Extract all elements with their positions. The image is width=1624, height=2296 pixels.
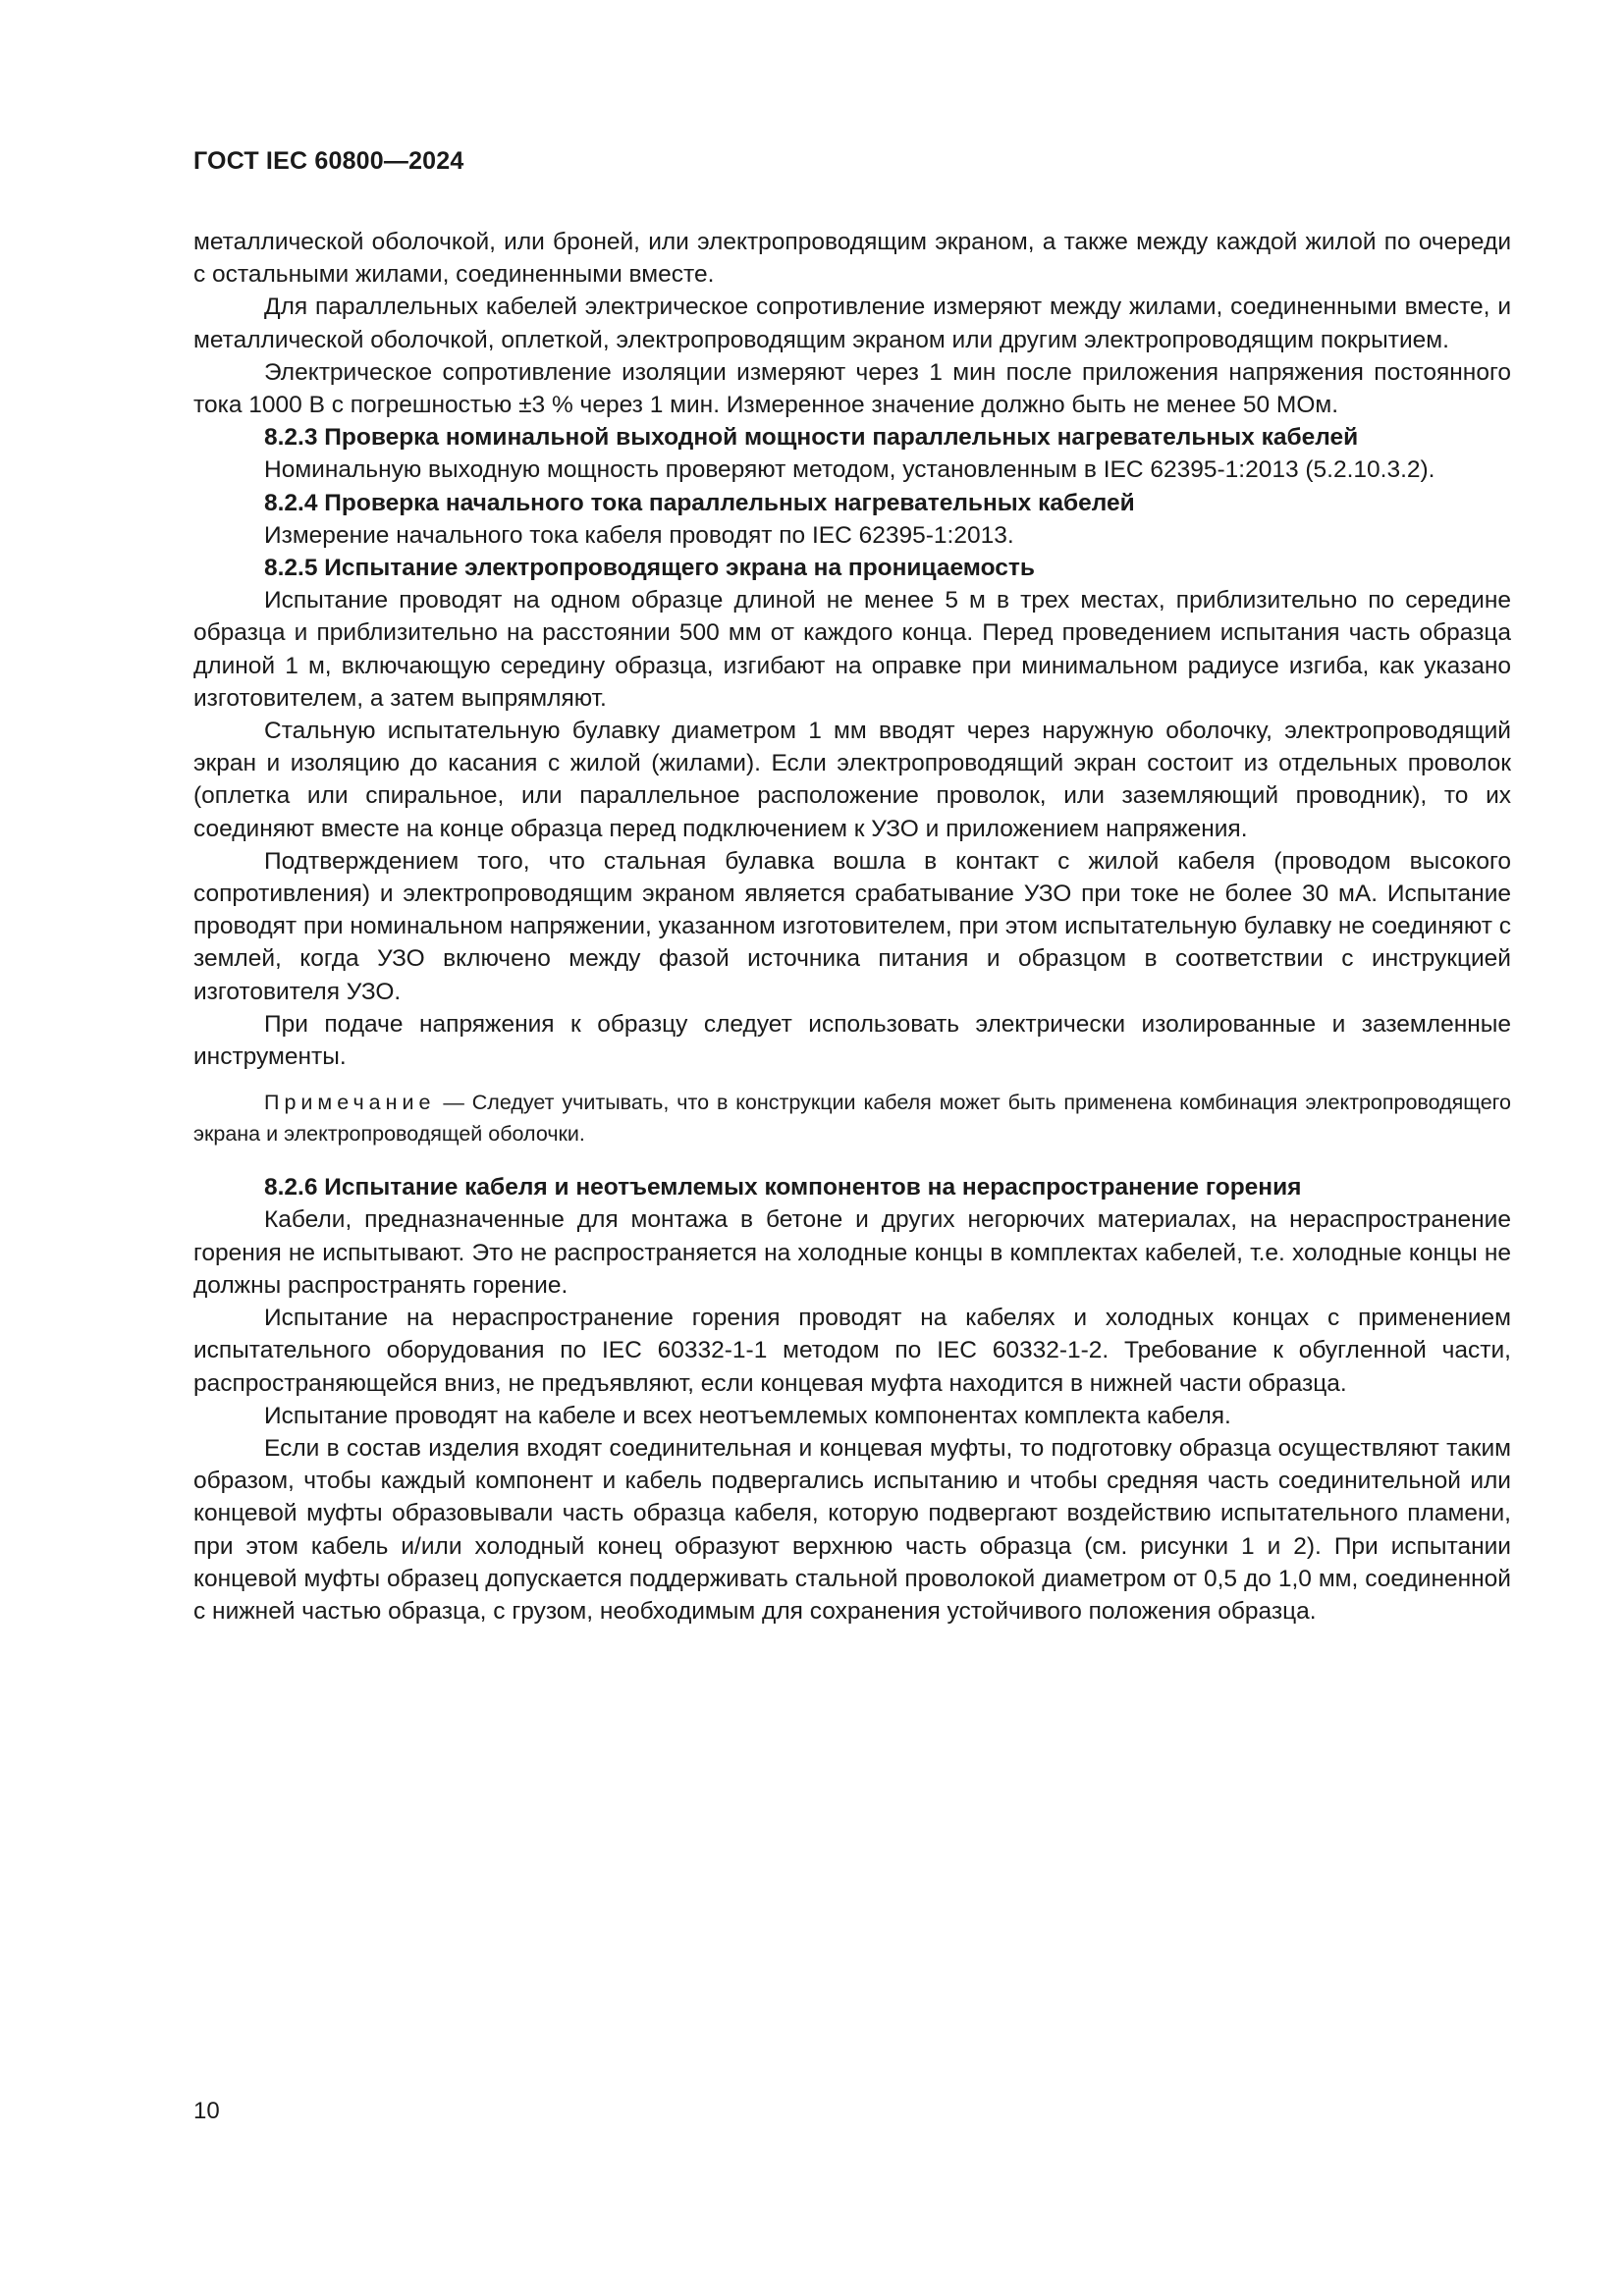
section-heading-8-2-5: 8.2.5 Испытание электропроводящего экрана на проницаемость [264,555,1035,582]
paragraph: Подтверждением того, что стальная булавка вошла в контакт с жилой кабеля (проводом высокого сопротивления) и электропроводящим экраном является срабатывание УЗО при токе не более 30 мА. Испытание проводят при номинальном напряжении, указанном изготовителем, при этом испытательную булавку не соединяют с землей, когда УЗО включено между фазой источника питания и образцом в соответствии с инструкцией изготовителя УЗО. [193,847,1511,1005]
paragraph: Испытание на нераспространение горения проводят на кабелях и холодных концах с применением испытательного оборудования по IEC 60332-1-1 методом по IEC 60332-1-2. Требование к обугленной части, распространяющейся вниз, не предъявляют, если концевая муфта находится в нижней части образца. [193,1305,1511,1397]
note-label: Примечание [264,1091,436,1115]
section-heading-8-2-3: 8.2.3 Проверка номинальной выходной мощности параллельных нагревательных кабелей [264,424,1359,452]
paragraph: Электрическое сопротивление изоляции измеряют через 1 мин после приложения напряжения постоянного тока 1000 В с погрешностью ±3 % через 1 мин. Измеренное значение должно быть не менее 50 МОм. [193,358,1511,419]
note [193,1087,1511,1149]
section-heading-8-2-4: 8.2.4 Проверка начального тока параллельных нагревательных кабелей [264,489,1135,516]
paragraph: Стальную испытательную булавку диаметром 1 мм вводят через наружную оболочку, электропроводящий экран и изоляцию до касания с жилой (жилами). Если электропроводящий экран состоит из отдельных проволок (оплетка или спиральное, или параллельное расположение проволок, или заземляющий проводник), то их соединяют вместе на конце образца перед подключением к УЗО и приложением напряжения. [193,718,1511,842]
section-heading-8-2-6: 8.2.6 Испытание кабеля и неотъемлемых компонентов на нераспространение горения [264,1174,1302,1201]
paragraph: Испытание проводят на кабеле и всех неотъемлемых компонентах комплекта кабеля. [264,1402,1231,1429]
standard-header: ГОСТ IEC 60800—2024 [193,147,464,175]
paragraph: Для параллельных кабелей электрическое сопротивление измеряют между жилами, соединенными вместе, и металлической оболочкой, оплеткой, электропроводящим экраном или другим электропроводящим покрытием. [193,294,1511,353]
page-number: 10 [193,2098,220,2124]
paragraph: Испытание проводят на одном образце длиной не менее 5 м в трех местах, приблизительно по середине образца и приблизительно на расстоянии 500 мм от каждого конца. Перед проведением испытания часть образца длиной 1 м, включающую середину образца, изгибают на оправке при минимальном радиусе изгиба, как указано изготовителем, а затем выпрямляют. [193,587,1511,712]
paragraph: Номинальную выходную мощность проверяют методом, установленным в IEC 62395-1:2013 (5.2.10.3.2). [264,456,1435,484]
paragraph: Измерение начального тока кабеля проводят по IEC 62395-1:2013. [264,521,1014,549]
document-body [193,226,1511,1628]
note-text: — Следует учитывать, что в конструкции кабеля может быть применена комбинация электропроводящего экрана и электропроводящей оболочки. [193,1091,1511,1147]
paragraph: При подаче напряжения к образцу следует использовать электрически изолированные и заземленные инструменты. [193,1010,1511,1071]
paragraph: металлической оболочкой, или броней, или электропроводящим экраном, а также между каждой жилой по очереди с остальными жилами, соединенными вместе. [193,229,1511,289]
paragraph: Кабели, предназначенные для монтажа в бетоне и других негорючих материалах, на нераспространение горения не испытывают. Это не распространяется на холодные концы в комплектах кабелей, т.е. холодные концы не должны распространять горение. [193,1206,1511,1299]
paragraph: Если в состав изделия входят соединительная и концевая муфты, то подготовку образца осуществляют таким образом, чтобы каждый компонент и кабель подвергались испытанию и чтобы средняя часть соединительной или концевой муфты образовывали часть образца кабеля, которую подвергают воздействию испытательного пламени, при этом кабель и/или холодный конец образуют верхнюю часть образца (см. рисунки 1 и 2). При испытании концевой муфты образец допускается поддерживать стальной проволокой диаметром от 0,5 до 1,0 мм, соединенной с нижней частью образца, с грузом, необходимым для сохранения устойчивого положения образца. [193,1434,1511,1625]
